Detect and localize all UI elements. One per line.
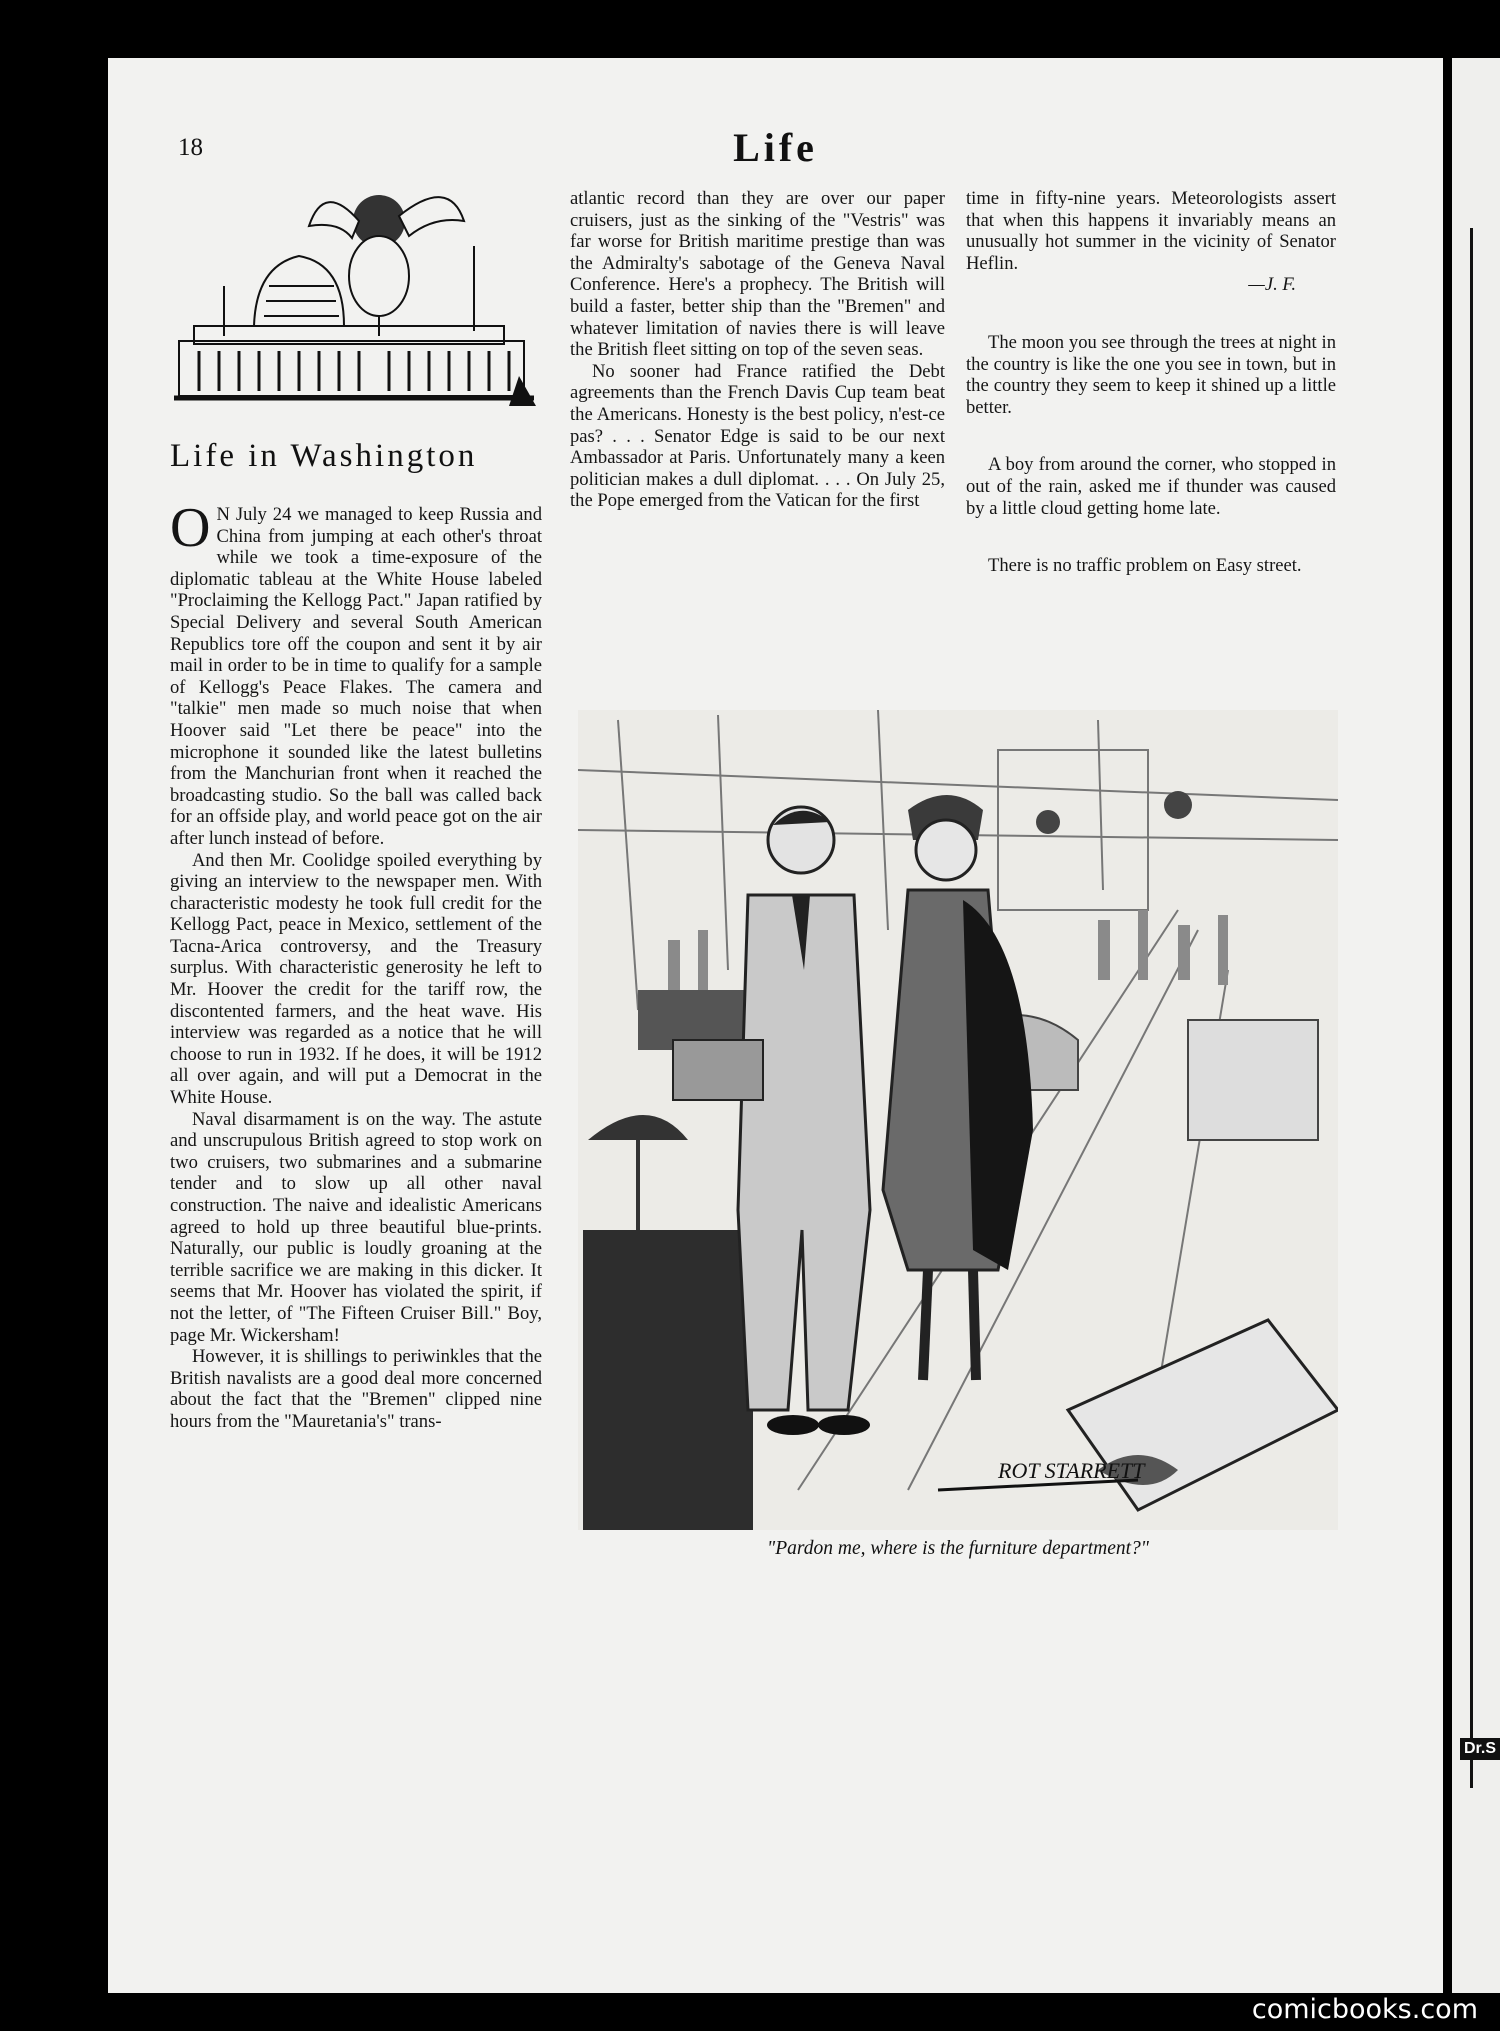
magazine-page bbox=[108, 58, 1443, 1993]
article-column-2 bbox=[570, 188, 945, 512]
article-column-3 bbox=[966, 188, 1336, 577]
filler-paragraph: A boy from around the corner, who stopped in out of the rain, asked me if thunder was caused by a little cloud getting home late. bbox=[966, 454, 1336, 519]
facing-page-edge bbox=[1452, 58, 1500, 1993]
facing-page-border bbox=[1470, 228, 1500, 1788]
author-initials: —J. F. bbox=[1248, 274, 1296, 296]
filler-paragraph: The moon you see through the trees at night in the country is like the one you see in town, but in the country they seem to keep it shined up a little better. bbox=[966, 331, 1336, 418]
article-paragraph: And then Mr. Coolidge spoiled everything by giving an interview to the newspaper men. With characteristic modesty he took full credit for the Kellogg Pact, peace in Mexico, settlement of the Tacna-Arica controversy, and the Treasury surplus. With characteristic generosity he left to Mr. Hoover the credit for the tariff row, the discontented farmers, and the heat wave. His interview was regarded as a notice that he will choose to run in 1932. If he does, it will be 1912 all over again, and will put a Democrat in the White House. bbox=[170, 849, 542, 1109]
article-paragraph: time in fifty-nine years. Meteorologists assert that when this happens it invariably means an unusually hot summer in the vicinity of Senator Heflin. bbox=[966, 188, 1336, 274]
site-watermark: comicbooks.com bbox=[1251, 1994, 1478, 2025]
article-paragraph: No sooner had France ratified the Debt agreements than the French Davis Cup team beat the Americans. Honesty is the best policy, n'est-ce pas? . . . Senator Edge is said to be our next Ambassador at Paris. Unfortunately many a keen politician makes a dull diplomat. . . . On July 25, the Pope emerged from the Vatican for the first bbox=[570, 360, 945, 512]
drop-cap: O bbox=[170, 497, 211, 559]
department-store-cartoon bbox=[578, 710, 1338, 1530]
facing-page-signature: Dr.S bbox=[1460, 1738, 1500, 1760]
article-column-1 bbox=[170, 497, 542, 1433]
article-paragraph: However, it is shillings to periwinkles that the British navalists are a good deal more concerned about the fact that the "Bremen" clipped nine hours from the "Mauretania's" trans- bbox=[170, 1346, 542, 1432]
article-title: Life in Washington bbox=[170, 438, 478, 474]
capitol-cherub-vignette bbox=[174, 176, 544, 416]
masthead-logo: Life bbox=[733, 125, 818, 170]
artist-signature: ROT STARRETT bbox=[998, 1458, 1145, 1483]
cartoon-caption: "Pardon me, where is the furniture department?" bbox=[767, 1538, 1149, 1559]
article-paragraph: atlantic record than they are over our paper cruisers, just as the sinking of the "Vestris" was far worse for British maritime prestige than was the Admiralty's sabotage of the Geneva Naval Conference. Here's a prophecy. The British will build a faster, better ship than the "Bremen" and whatever limitation of navies there is will leave the British fleet sitting on top of the seven seas. bbox=[570, 188, 945, 361]
filler-paragraph: There is no traffic problem on Easy street. bbox=[988, 555, 1302, 577]
page-number: 18 bbox=[178, 134, 203, 161]
article-paragraph: O N July 24 we managed to keep Russia and China from jumping at each other's throat while we took a time-exposure of the diplomatic tableau at the White House labeled "Proclaiming the Kellogg Pact." Japan ratified by Special Delivery and several South American Republics tore off the coupon and sent it by air mail in order to be in time to qualify for a sample of Kellogg's Peace Flakes. The camera and "talkie" men made so much noise that when Hoover said "Let there be peace" into the microphone it sounded like the latest bulletins from the Manchurian front when it reached the broadcasting studio. So the ball was called back for an offside play, and world peace got on the air after lunch instead of before. bbox=[170, 497, 542, 849]
article-paragraph: Naval disarmament is on the way. The astute and unscrupulous British agreed to stop work on two cruisers, two submarines and a submarine tender and to slow up all other naval construction. The naive and idealistic Americans agreed to hold up three beautiful blue-prints. Naturally, our public is loudly groaning at the terrible sacrifice we are making in this dicker. It seems that Mr. Hoover has violated the spirit, if not the letter, of "The Fifteen Cruiser Bill." Boy, page Mr. Wickersham! bbox=[170, 1108, 542, 1346]
